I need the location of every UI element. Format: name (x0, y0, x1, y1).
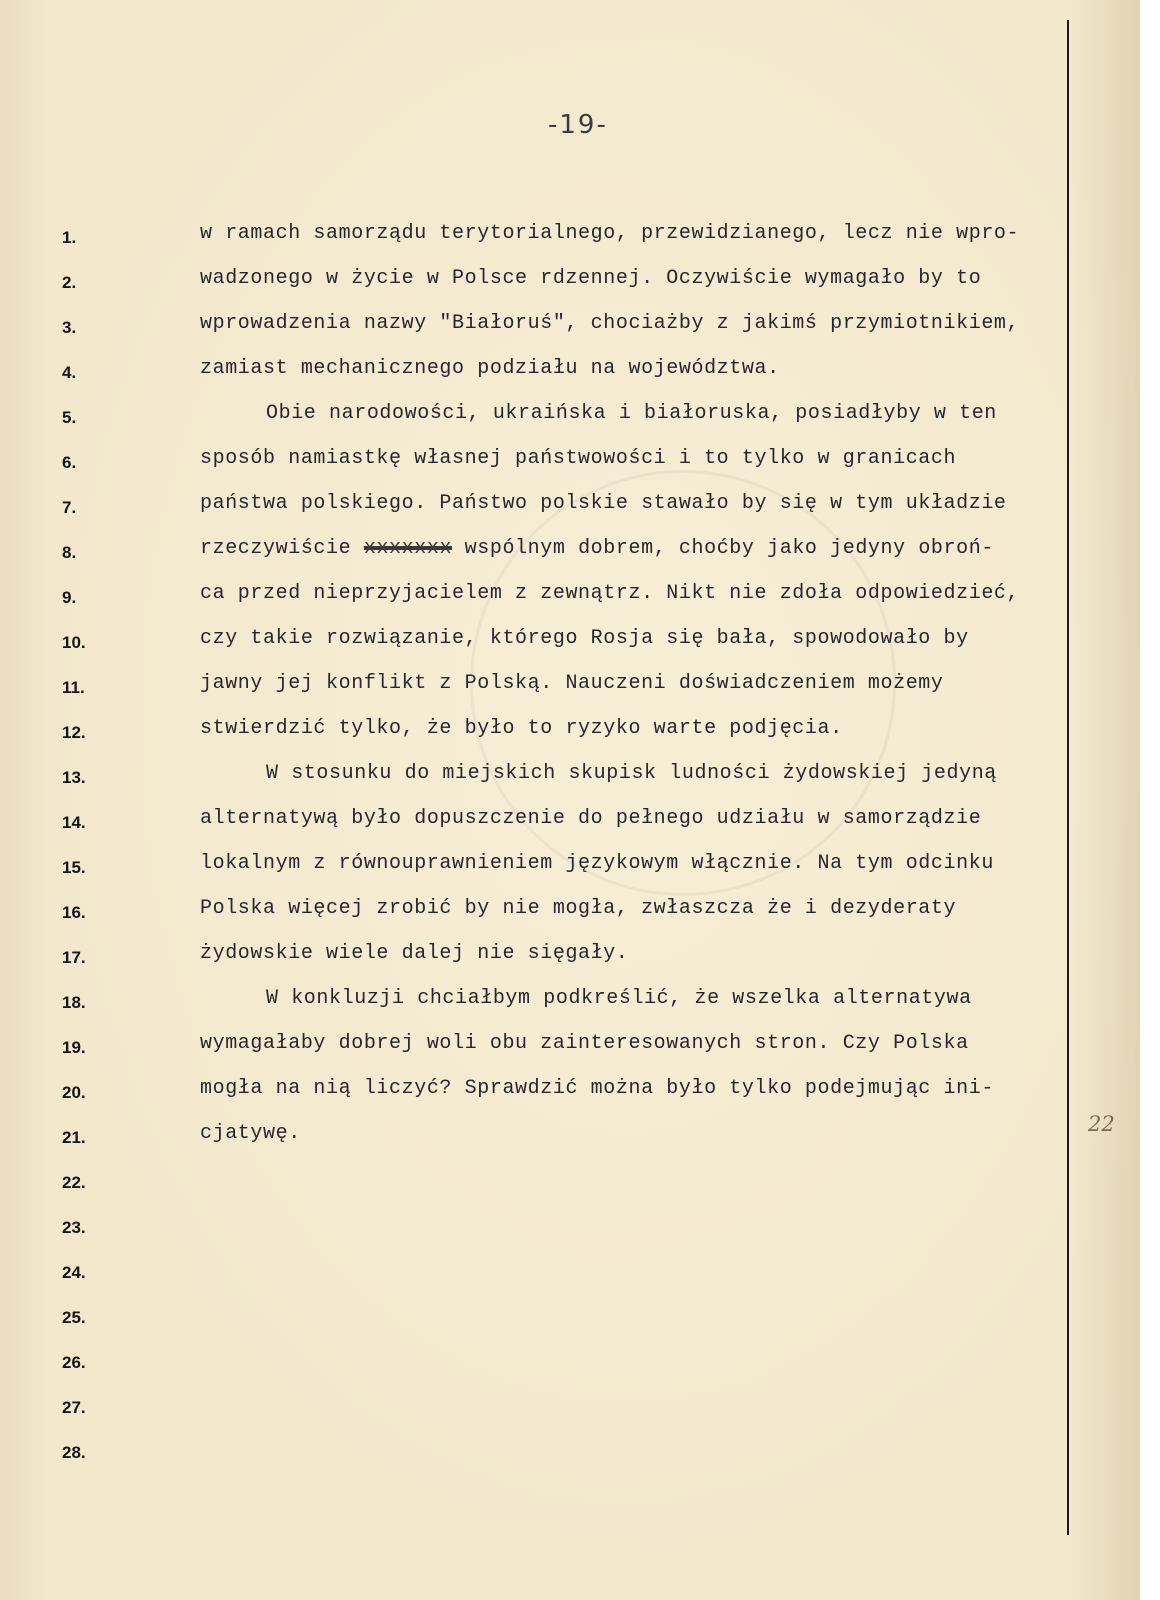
text-line: ca przed nieprzyjacielem z zewnątrz. Nikt nie zdoła odpowiedzieć, (200, 582, 1020, 605)
line-number: 14. (62, 813, 86, 832)
line-number: 25. (62, 1308, 86, 1327)
text-line: jawny jej konflikt z Polską. Nauczeni doświadczeniem możemy (200, 672, 944, 695)
line-number: 3. (62, 318, 77, 337)
line-number: 28. (62, 1443, 86, 1462)
text-line: państwa polskiego. Państwo polskie stawało by się w tym układzie (200, 492, 1007, 515)
line-number: 11. (62, 678, 85, 697)
line-number: 8. (62, 543, 77, 562)
text-line-with-strikeout (200, 537, 1100, 560)
text-line: zamiast mechanicznego podziału na województwa. (200, 357, 780, 380)
text-line: wadzonego w życie w Polsce rdzennej. Oczywiście wymagało by to (200, 267, 982, 290)
text-line: czy takie rozwiązanie, którego Rosja się bała, spowodowało by (200, 627, 969, 650)
line-number: 6. (62, 453, 77, 472)
line-number: 21. (62, 1128, 86, 1147)
line-number: 12. (62, 723, 86, 742)
line-number: 5. (62, 408, 77, 427)
text-fragment: rzeczywiście (200, 537, 352, 560)
line-number: 16. (62, 903, 86, 922)
line-number: 7. (62, 498, 77, 517)
text-line: wymagałaby dobrej woli obu zainteresowanych stron. Czy Polska (200, 1032, 969, 1055)
line-number: 2. (62, 273, 77, 292)
line-number: 9. (62, 588, 77, 607)
line-number: 19. (62, 1038, 86, 1057)
text-line: Polska więcej zrobić by nie mogła, zwłaszcza że i dezyderaty (200, 897, 957, 920)
line-number: 1. (62, 228, 77, 247)
line-number: 22. (62, 1173, 86, 1192)
line-number: 10. (62, 633, 86, 652)
text-line: stwierdzić tylko, że było to ryzyko warte podjęcia. (200, 717, 843, 740)
text-line: W stosunku do miejskich skupisk ludności żydowskiej jedyną (266, 762, 997, 785)
line-number: 20. (62, 1083, 86, 1102)
line-number: 13. (62, 768, 86, 787)
line-number: 15. (62, 858, 86, 877)
scan-background-edge (1140, 0, 1160, 1600)
handwritten-margin-note: 22 (1088, 1112, 1115, 1136)
text-line: lokalnym z równouprawnieniem językowym włącznie. Na tym odcinku (200, 852, 994, 875)
text-line: Obie narodowości, ukraińska i białoruska, posiadłyby w ten (266, 402, 997, 425)
text-line: żydowskie wiele dalej nie sięgały. (200, 942, 629, 965)
text-line: w ramach samorządu terytorialnego, przewidzianego, lecz nie wpro- (200, 222, 1020, 245)
text-line: cjatywę. (200, 1122, 301, 1145)
text-line: W konkluzji chciałbym podkreślić, że wszelka alternatywa (266, 987, 972, 1010)
line-number: 17. (62, 948, 86, 967)
page-number: -19- (548, 110, 608, 140)
line-number: 23. (62, 1218, 86, 1237)
text-line: wprowadzenia nazwy "Białoruś", chociażby z jakimś przymiotnikiem, (200, 312, 1020, 335)
line-number: 18. (62, 993, 86, 1012)
struck-out-text: xxxxxxx (363, 537, 453, 560)
text-fragment: wspólnym dobrem, choćby jako jedyny obroń- (452, 537, 994, 560)
line-number: 26. (62, 1353, 86, 1372)
line-number: 27. (62, 1398, 86, 1417)
line-number: 24. (62, 1263, 86, 1282)
text-line: sposób namiastkę własnej państwowości i to tylko w granicach (200, 447, 957, 470)
text-line: alternatywą było dopuszczenie do pełnego udziału w samorządzie (200, 807, 982, 830)
text-line: mogła na nią liczyć? Sprawdzić można było tylko podejmując ini- (200, 1077, 994, 1100)
line-number: 4. (62, 363, 77, 382)
